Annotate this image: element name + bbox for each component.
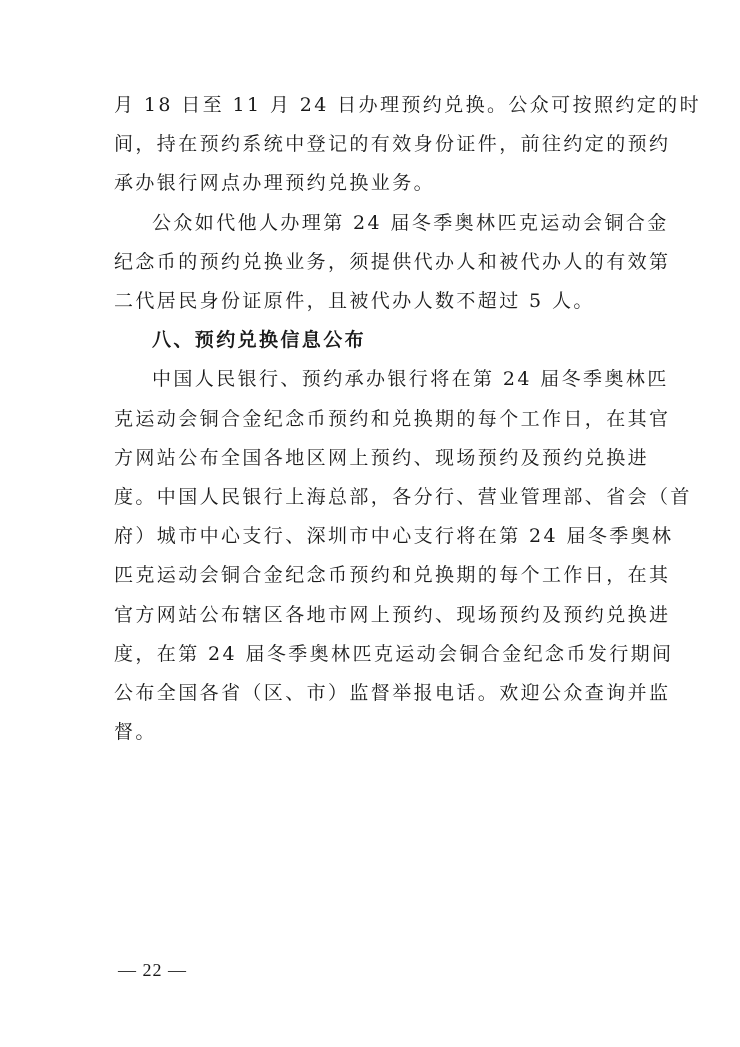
section-heading: 八、预约兑换信息公布: [152, 329, 367, 352]
document-body: [114, 86, 701, 752]
paragraph-proxy-exchange: [114, 204, 671, 322]
text-line: 间，持在预约系统中登记的有效身份证件，前往约定的预约: [114, 133, 671, 156]
text-line: 中国人民银行、预约承办银行将在第 24 届冬季奥林匹: [152, 368, 669, 391]
text-line: 公众如代他人办理第 24 届冬季奥林匹克运动会铜合金: [152, 211, 669, 234]
paragraph-information-publication: [114, 360, 692, 752]
text-line: 府）城市中心支行、深圳市中心支行将在第 24 届冬季奥林: [114, 525, 674, 548]
text-line: 月 18 日至 11 月 24 日办理预约兑换。公众可按照约定的时: [114, 94, 701, 116]
text-line: 度。中国人民银行上海总部，各分行、营业管理部、省会（首: [114, 486, 692, 509]
text-line: 方网站公布全国各地区网上预约、现场预约及预约兑换进: [114, 446, 650, 469]
paragraph-appointment-period: [114, 86, 701, 204]
text-line: 纪念币的预约兑换业务，须提供代办人和被代办人的有效第: [114, 250, 671, 273]
text-line: 公布全国各省（区、市）监督举报电话。欢迎公众查询并监: [114, 682, 671, 705]
text-line: 官方网站公布辖区各地市网上预约、现场预约及预约兑换进: [114, 603, 671, 626]
text-line: 督。: [114, 721, 157, 744]
text-line: 度，在第 24 届冬季奥林匹克运动会铜合金纪念币发行期间: [114, 642, 674, 665]
text-line: 克运动会铜合金纪念币预约和兑换期的每个工作日，在其官: [114, 407, 671, 430]
text-line: 匹克运动会铜合金纪念币预约和兑换期的每个工作日，在其: [114, 564, 671, 587]
page-number: — 22 —: [118, 960, 187, 980]
text-line: 承办银行网点办理预约兑换业务。: [114, 172, 436, 195]
text-line: 二代居民身份证原件，且被代办人数不超过 5 人。: [114, 290, 595, 313]
